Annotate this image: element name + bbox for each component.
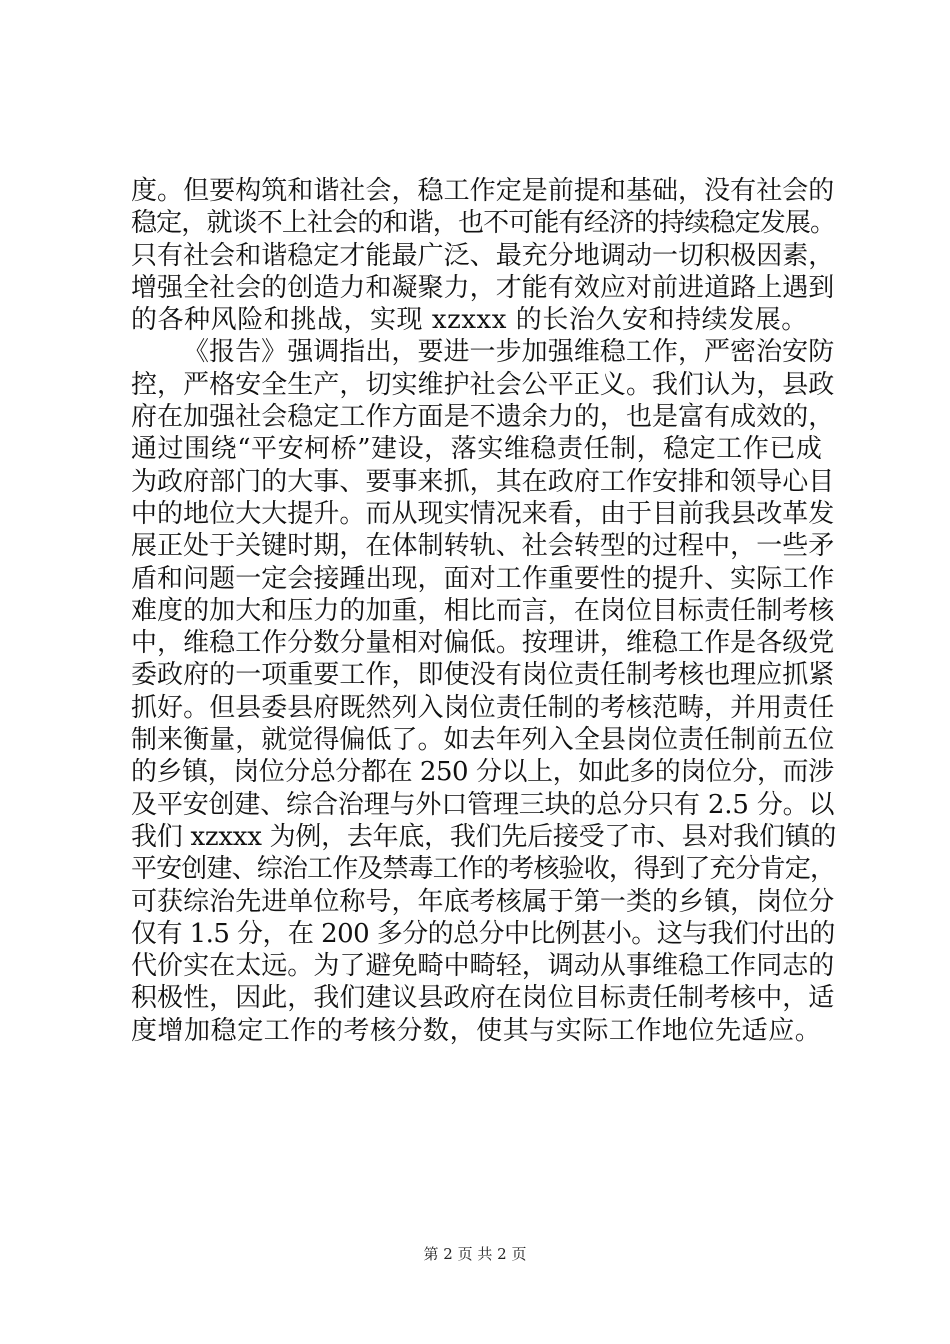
document-body [131, 175, 837, 1047]
text-line: 中的地位大大提升。而从现实情况来看，由于目前我县改革发 [131, 498, 835, 529]
text-line: 只有社会和谐稳定才能最广泛、最充分地调动一切积极因素， [131, 240, 835, 271]
text-line: 度增加稳定工作的考核分数，使其与实际工作地位先适应。 [131, 1015, 822, 1046]
text-line: 为政府部门的大事、要事来抓，其在政府工作安排和领导心目 [131, 466, 835, 497]
text-line: 增强全社会的创造力和凝聚力，才能有效应对前进道路上遇到 [131, 272, 835, 303]
text-line: 抓好。但县委县府既然列入岗位责任制的考核范畴，并用责任 [131, 692, 835, 723]
text-line: 控，严格安全生产，切实维护社会公平正义。我们认为，县政 [131, 369, 835, 400]
text-line: 稳定，就谈不上社会的和谐，也不可能有经济的持续稳定发展。 [131, 208, 836, 239]
text-line: 代价实在太远。为了避免畸中畸轻，调动从事维稳工作同志的 [131, 951, 835, 982]
text-line: 盾和问题一定会接踵出现，面对工作重要性的提升、实际工作 [131, 563, 835, 594]
text-line: 可获综治先进单位称号，年底考核属于第一类的乡镇，岗位分 [131, 886, 835, 917]
text-line: 仅有 1.5 分，在 200 多分的总分中比例甚小。这与我们付出的 [131, 918, 835, 949]
text-line: 通过围绕“平安柯桥”建设，落实维稳责任制，稳定工作已成 [131, 434, 823, 465]
text-line: 府在加强社会稳定工作方面是不遗余力的，也是富有成效的， [131, 402, 835, 433]
text-line: 度。但要构筑和谐社会，稳工作定是前提和基础，没有社会的 [131, 176, 835, 206]
text-line: 难度的加大和压力的加重，相比而言，在岗位目标责任制考核 [131, 595, 835, 626]
text-line: 平安创建、综治工作及禁毒工作的考核验收，得到了充分肯定， [131, 854, 836, 885]
text-line: 及平安创建、综合治理与外口管理三块的总分只有 2.5 分。以 [131, 789, 835, 820]
page-footer: 第 2 页 共 2 页 [423, 1245, 527, 1263]
text-line: 积极性，因此，我们建议县政府在岗位目标责任制考核中，适 [131, 983, 835, 1014]
text-line: 的乡镇，岗位分总分都在 250 分以上，如此多的岗位分，而涉 [131, 757, 834, 788]
text-line: 展正处于关键时期，在体制转轨、社会转型的过程中，一些矛 [131, 531, 835, 562]
text-line: 我们 xzxxx 为例，去年底，我们先后接受了市、县对我们镇的 [131, 821, 837, 852]
text-line: 委政府的一项重要工作，即使没有岗位责任制考核也理应抓紧 [131, 660, 835, 691]
text-line: 的各种风险和挑战，实现 xzxxx 的长治久安和持续发展。 [131, 305, 808, 336]
text-line: 中，维稳工作分数分量相对偏低。按理讲，维稳工作是各级党 [131, 628, 835, 659]
paragraph-start-line: 《报告》强调指出，要进一步加强维稳工作，严密治安防 [183, 337, 835, 368]
text-line: 制来衡量，就觉得偏低了。如去年列入全县岗位责任制前五位 [131, 725, 835, 756]
